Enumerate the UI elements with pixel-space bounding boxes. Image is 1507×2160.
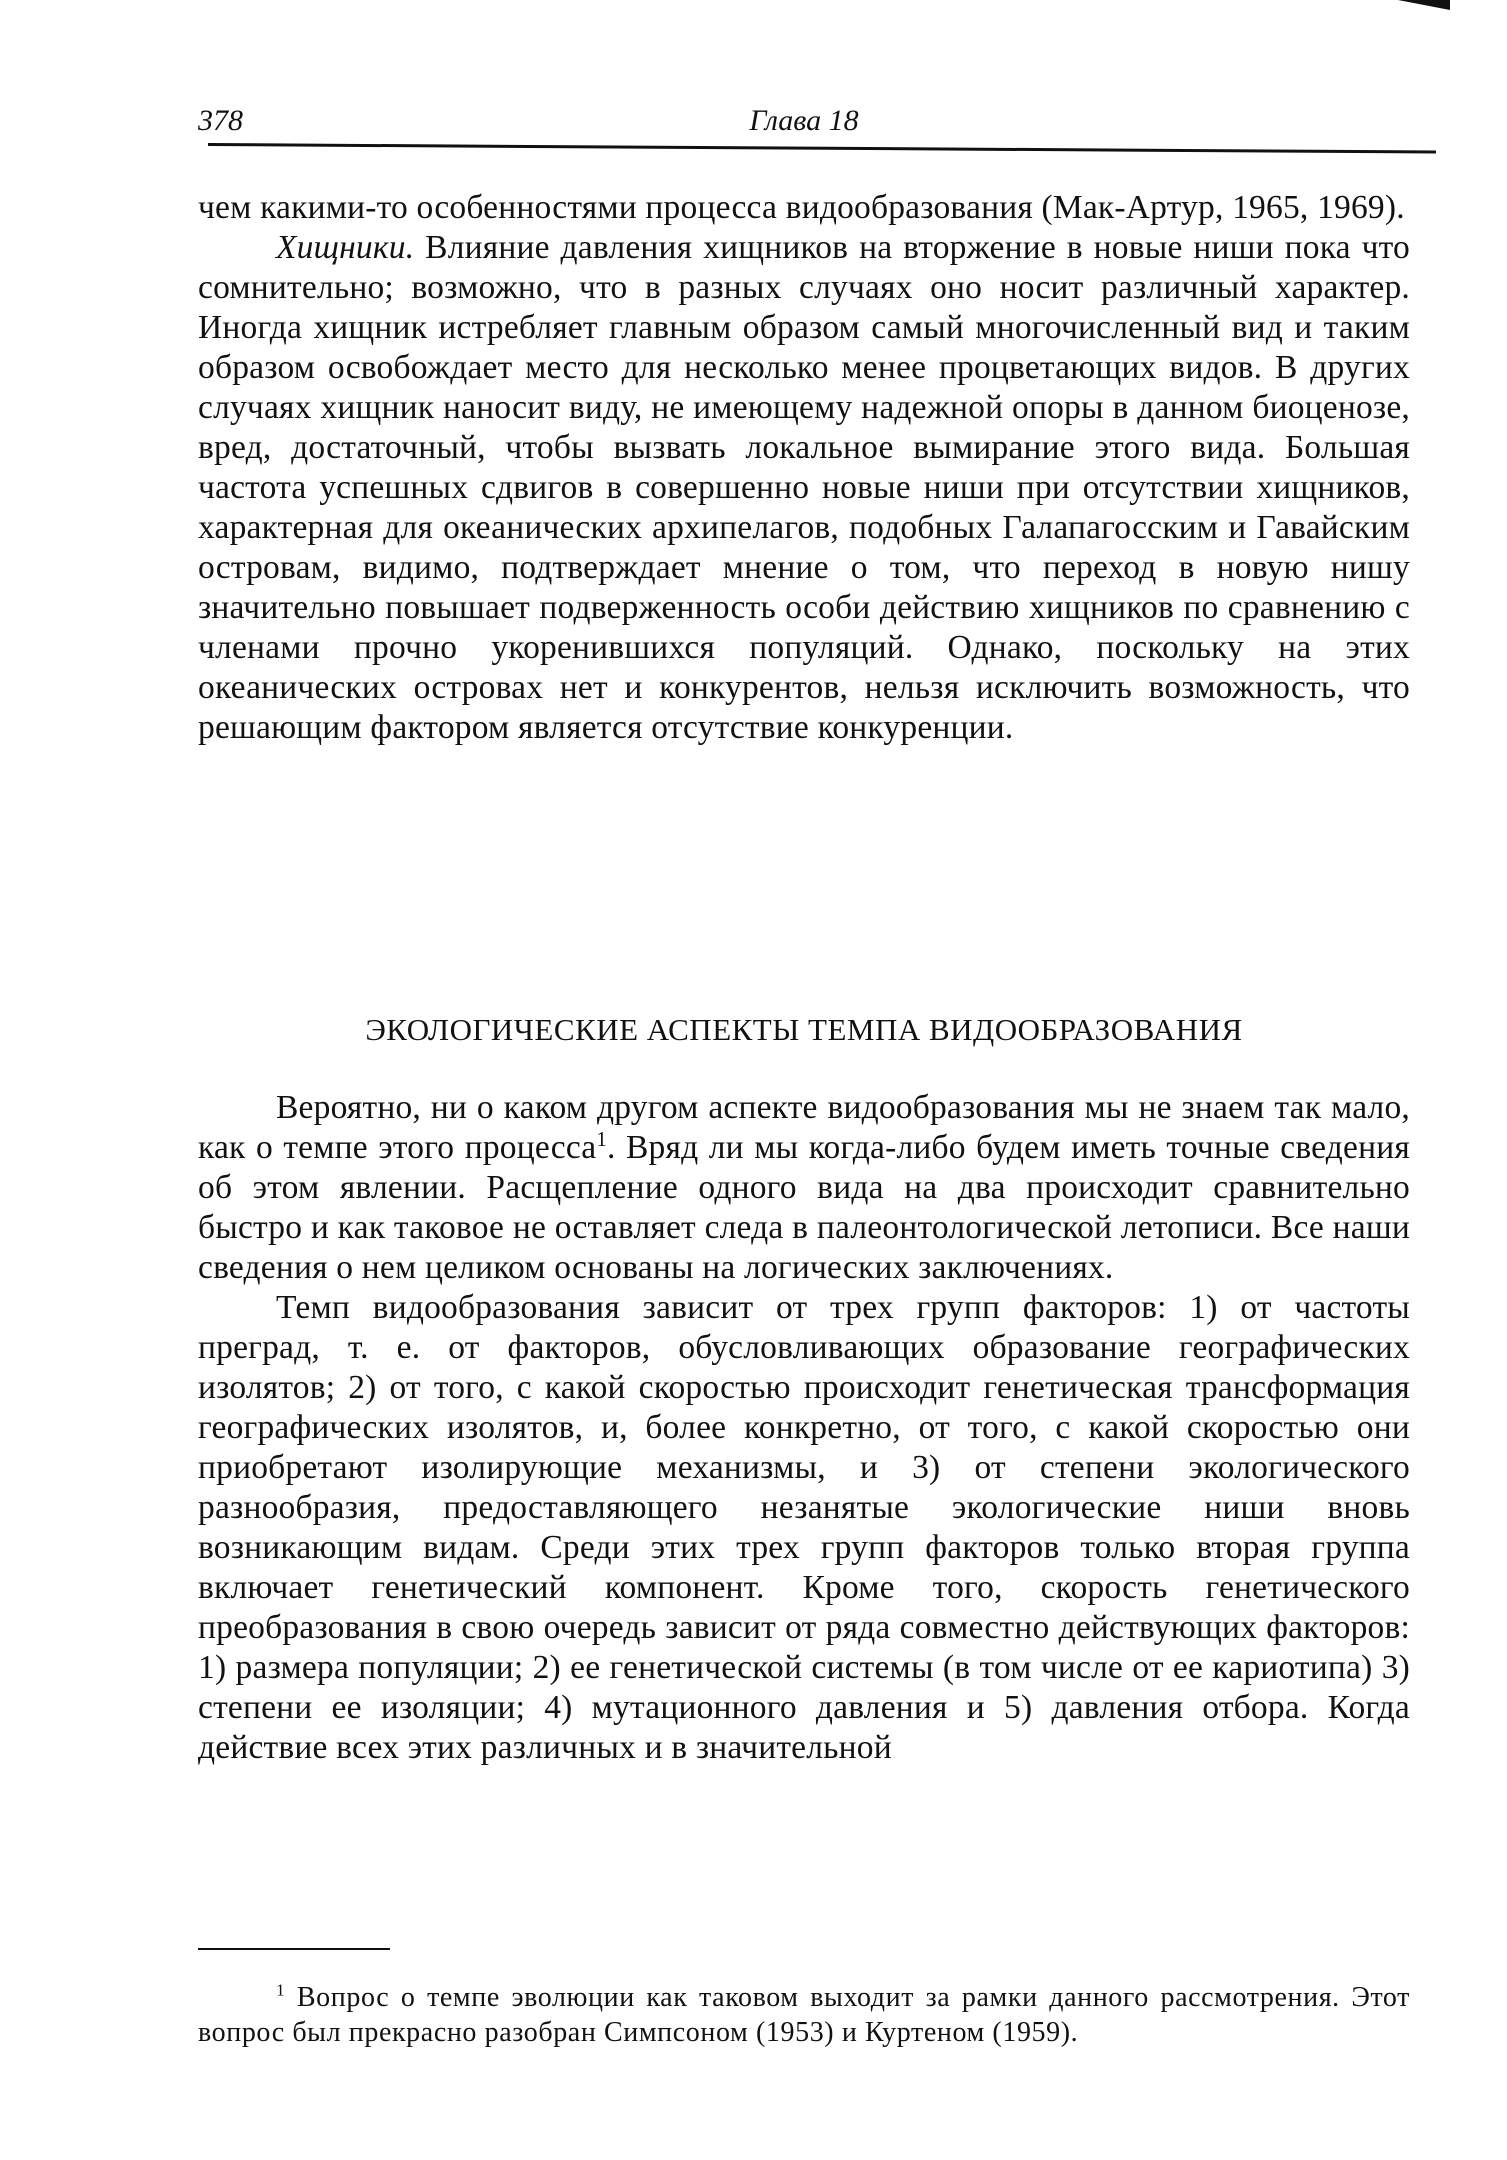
page-number: 378 bbox=[198, 104, 243, 137]
paragraph-2: Темп видообразования зависит от трех групп факторов: 1) от частоты преград, т. е. от факторов, обусловливающих образование географических изолятов; 2) от того, с какой скоростью происходит генетическая трансформация географических изолятов, и, более конкретно, от того, с какой скоростью они приобретают изолирующие механизмы, и 3) от степени экологического разнообразия, предоставляющего незанятые экологические ниши вновь возникающим видам. Среди этих трех групп факторов только вторая группа включает генетический компонент. Кроме того, скорость генетического преобразования в свою очередь зависит от ряда совместно действующих факторов: 1) размера популяции; 2) ее генетической системы (в том числе от ее кариотипа) 3) степени ее изоляции; 4) мутационного давления и 5) давления отбора. Когда действие всех этих различных и в значительной bbox=[198, 1289, 1410, 1766]
footnote-marker: 1 bbox=[276, 1980, 286, 2000]
footnote-paragraph bbox=[198, 1980, 1410, 2050]
footnote-text: Вопрос о темпе эволюции как таковом выходит за рамки данного рассмотрения. Этот вопрос был прекрасно разобран Симпсоном (1953) и Куртеном (1959). bbox=[198, 1982, 1410, 2048]
continued-paragraph: чем какими-то особенностями процесса видообразования (Мак-Артур, 1965, 1969). bbox=[198, 189, 1405, 226]
predators-paragraph bbox=[198, 228, 1410, 748]
scan-corner-mark bbox=[1398, 0, 1450, 10]
paragraph-body: Влияние давления хищников на вторжение в новые ниши пока что сомнительно; возможно, что в разных случаях оно носит различный характер. Иногда хищник истребляет главным образом самый многочисленный вид и таким образом освобождает место для несколько менее процветающих видов. В других случаях хищник наносит виду, не имеющему надежной опоры в данном биоценозе, вред, достаточный, чтобы вызвать локальное вымирание этого вида. Большая частота успешных сдвигов в совершенно новые ниши при отсутствии хищников, характерная для океанических архипелагов, подобных Галапагосским и Гавайским островам, видимо, подтверждает мнение о том, что переход в новую нишу значительно повышает подверженность особи действию хищников по сравнению с членами прочно укоренившихся популяций. Однако, поскольку на этих океанических островах нет и конкурентов, нельзя исключить возможность, что решающим фактором является отсутствие конкуренции. bbox=[198, 229, 1410, 746]
running-head bbox=[198, 104, 1410, 144]
footnote-separator bbox=[198, 1948, 390, 1950]
paragraph-1 bbox=[198, 1088, 1410, 1288]
footnote bbox=[198, 1980, 1410, 2050]
header-rule bbox=[208, 143, 1436, 154]
section-heading: ЭКОЛОГИЧЕСКИЕ АСПЕКТЫ ТЕМПА ВИДООБРАЗОВАНИЯ bbox=[365, 1012, 1243, 1047]
chapter-title: Глава 18 bbox=[749, 104, 859, 137]
footnote-reference[interactable]: 1 bbox=[596, 1127, 607, 1151]
paragraph-1-part-b: . Вряд ли мы когда-либо будем иметь точные сведения об этом явлении. Расщепление одного вида на два происходит сравнительно быстро и как таковое не оставляет следа в палеонтологической летописи. Все наши сведения о нем целиком основаны на логических заключениях. bbox=[198, 1129, 1410, 1286]
paragraph-1-part-a: Вероятно, ни о каком другом аспекте видообразования мы не знаем так мало, как о темпе этого процесса bbox=[198, 1089, 1410, 1166]
paragraph-lead-term: Хищники. bbox=[276, 229, 415, 266]
text-block-speciation-rate bbox=[198, 1088, 1410, 1768]
text-block-predators bbox=[198, 188, 1410, 748]
